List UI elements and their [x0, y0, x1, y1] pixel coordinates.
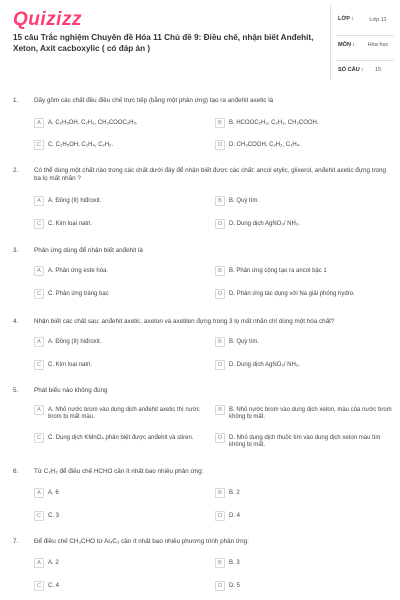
option-b[interactable] [215, 405, 395, 422]
option-c[interactable] [34, 511, 194, 521]
option-letter-badge: C [34, 289, 44, 299]
class-label: LỚP : [338, 16, 354, 22]
option-d[interactable] [215, 511, 390, 521]
option-b[interactable] [215, 118, 390, 128]
option-b[interactable] [215, 558, 390, 568]
option-text: D. CH₃COOH, C₂H₂, C₂H₄. [229, 141, 301, 148]
option-letter-badge: B [215, 118, 225, 128]
option-text: A. C₂H₅OH, C₂H₂, CH₃COOC₂H₅. [48, 119, 138, 126]
option-letter-badge: D [215, 581, 225, 591]
option-text: C. C₂H₅OH, C₂H₄, C₂H₂. [48, 141, 114, 148]
option-text: B. Quỳ tím. [229, 338, 260, 345]
option-letter-badge: C [34, 433, 44, 443]
option-letter-badge: B [215, 405, 225, 415]
header-divider [330, 5, 331, 80]
option-letter-badge: A [34, 558, 44, 568]
question-number: 6. [13, 468, 19, 475]
option-text: B. Nhỏ nước brom vào dung dịch xeton, màu của nước brom không bị mất. [229, 406, 392, 421]
meta-divider [336, 35, 394, 36]
question-text: Phát biểu nào không đúng [34, 387, 108, 394]
option-letter-badge: D [215, 511, 225, 521]
question-number: 3. [13, 247, 19, 254]
option-text: D. Nhỏ dung dịch thuốc tím vào dung dịch xeton màu tím không bị mất. [229, 434, 381, 449]
option-letter-badge: D [215, 433, 225, 443]
option-b[interactable] [215, 337, 390, 347]
option-letter-badge: C [34, 581, 44, 591]
question-number: 1. [13, 97, 19, 104]
option-text: D. 5 [229, 582, 241, 589]
option-text: A. 6 [48, 489, 59, 496]
option-text: B. Quỳ tím. [229, 197, 260, 204]
option-text: C. Kim loại natri. [48, 361, 93, 368]
option-letter-badge: A [34, 266, 44, 276]
option-d[interactable] [215, 140, 390, 150]
option-letter-badge: C [34, 360, 44, 370]
option-letter-badge: C [34, 511, 44, 521]
option-text: A. Đồng (II) hiđroxit. [48, 338, 102, 345]
option-text: C. Phản ứng tráng bạc [48, 290, 109, 297]
option-text: C. 3 [48, 512, 60, 519]
option-d[interactable] [215, 581, 390, 591]
option-letter-badge: B [215, 337, 225, 347]
option-d[interactable] [215, 360, 390, 370]
question-text: Có thể dùng một chất nào trong các chất dưới đây để nhận biết được các chất: ancol etylic, glixerol, anđehit axetic đựng trong ba lọ mất nhãn ? [34, 167, 387, 183]
option-letter-badge: A [34, 118, 44, 128]
option-b[interactable] [215, 196, 390, 206]
option-letter-badge: D [215, 360, 225, 370]
question-text: Dãy gồm các chất đều điều chế trực tiếp (bằng một phản ứng) tạo ra anđehit axetic là [34, 97, 274, 104]
option-a[interactable] [34, 118, 194, 128]
option-letter-badge: A [34, 337, 44, 347]
option-b[interactable] [215, 266, 390, 276]
option-c[interactable] [34, 433, 212, 443]
option-text: A. Nhỏ nước brom vào dung dịch anđehit axetic thì nước brom bị mất màu. [48, 406, 200, 421]
option-a[interactable] [34, 266, 194, 276]
option-a[interactable] [34, 196, 194, 206]
option-a[interactable] [34, 488, 194, 498]
option-letter-badge: D [215, 219, 225, 229]
option-letter-badge: B [215, 196, 225, 206]
option-text: A. Phản ứng este hóa. [48, 267, 109, 274]
subject-value: Hóa học [367, 42, 389, 48]
option-c[interactable] [34, 289, 194, 299]
option-c[interactable] [34, 581, 194, 591]
option-letter-badge: C [34, 140, 44, 150]
option-text: D. Dung dịch AgNO₃/ NH₃. [229, 220, 300, 227]
option-text: C. Kim loại natri. [48, 220, 93, 227]
option-a[interactable] [34, 337, 194, 347]
option-text: C. Dung dịch KMnO₄ phân biệt được anđehit và stiren. [48, 434, 194, 441]
subject-label: MÔN : [338, 42, 355, 48]
option-b[interactable] [215, 488, 390, 498]
option-letter-badge: D [215, 289, 225, 299]
option-text: D. Dung dịch AgNO₃/ NH₃. [229, 361, 300, 368]
worksheet-header [0, 0, 400, 80]
option-text: B. HCOOC₂H₃, C₂H₂, CH₃COOH. [229, 119, 319, 126]
question-number: 4. [13, 318, 19, 325]
option-d[interactable] [215, 433, 395, 450]
option-text: B. Phản ứng cộng tạo ra ancol bậc 1 [229, 267, 327, 274]
option-text: B. 3 [229, 559, 240, 566]
option-c[interactable] [34, 360, 194, 370]
option-letter-badge: A [34, 196, 44, 206]
count-value: 15 [374, 67, 382, 73]
question-number: 5. [13, 387, 19, 394]
question-number: 7. [13, 538, 19, 545]
option-letter-badge: B [215, 266, 225, 276]
question-text: Phản ứng dùng để nhận biết anđehit là [34, 247, 143, 254]
class-value: Lớp 11 [369, 17, 387, 23]
question-number: 2. [13, 167, 19, 174]
option-d[interactable] [215, 289, 395, 299]
option-c[interactable] [34, 219, 194, 229]
option-a[interactable] [34, 405, 212, 422]
option-letter-badge: A [34, 405, 44, 415]
option-text: C. 4 [48, 582, 60, 589]
option-letter-badge: D [215, 140, 225, 150]
option-text: D. 4 [229, 512, 241, 519]
option-letter-badge: B [215, 558, 225, 568]
count-label: SỐ CÂU : [338, 67, 364, 73]
worksheet-title: 15 câu Trắc nghiệm Chuyên đề Hóa 11 Chủ đề 9: Điều chế, nhận biết Anđehit, Xeton, Axit cacboxylic ( có đáp án ) [13, 33, 314, 53]
option-c[interactable] [34, 140, 194, 150]
question-text: Nhận biết các chất sau: anđehit axetic, axeton và axetilen đựng trong 3 lọ mất nhãn chỉ dùng một hóa chất? [34, 318, 335, 325]
option-letter-badge: B [215, 488, 225, 498]
option-a[interactable] [34, 558, 194, 568]
meta-divider [336, 60, 394, 61]
question-text: Từ C₂H₂ để điều chế HCHO cần ít nhất bao nhiêu phản ứng: [34, 468, 204, 475]
option-text: A. 2 [48, 559, 59, 566]
question-text: Để điều chế CH₃CHO từ Al₄C₃ cần ít nhất bao nhiêu phương trình phản ứng: [34, 538, 249, 545]
option-letter-badge: A [34, 488, 44, 498]
option-text: D. Phản ứng tác dụng với Na giải phóng hydro. [229, 290, 355, 297]
quizizz-logo: Quizizz [13, 9, 82, 30]
option-letter-badge: C [34, 219, 44, 229]
option-text: B. 2 [229, 489, 240, 496]
option-d[interactable] [215, 219, 390, 229]
option-text: A. Đồng (II) hiđroxit. [48, 197, 102, 204]
